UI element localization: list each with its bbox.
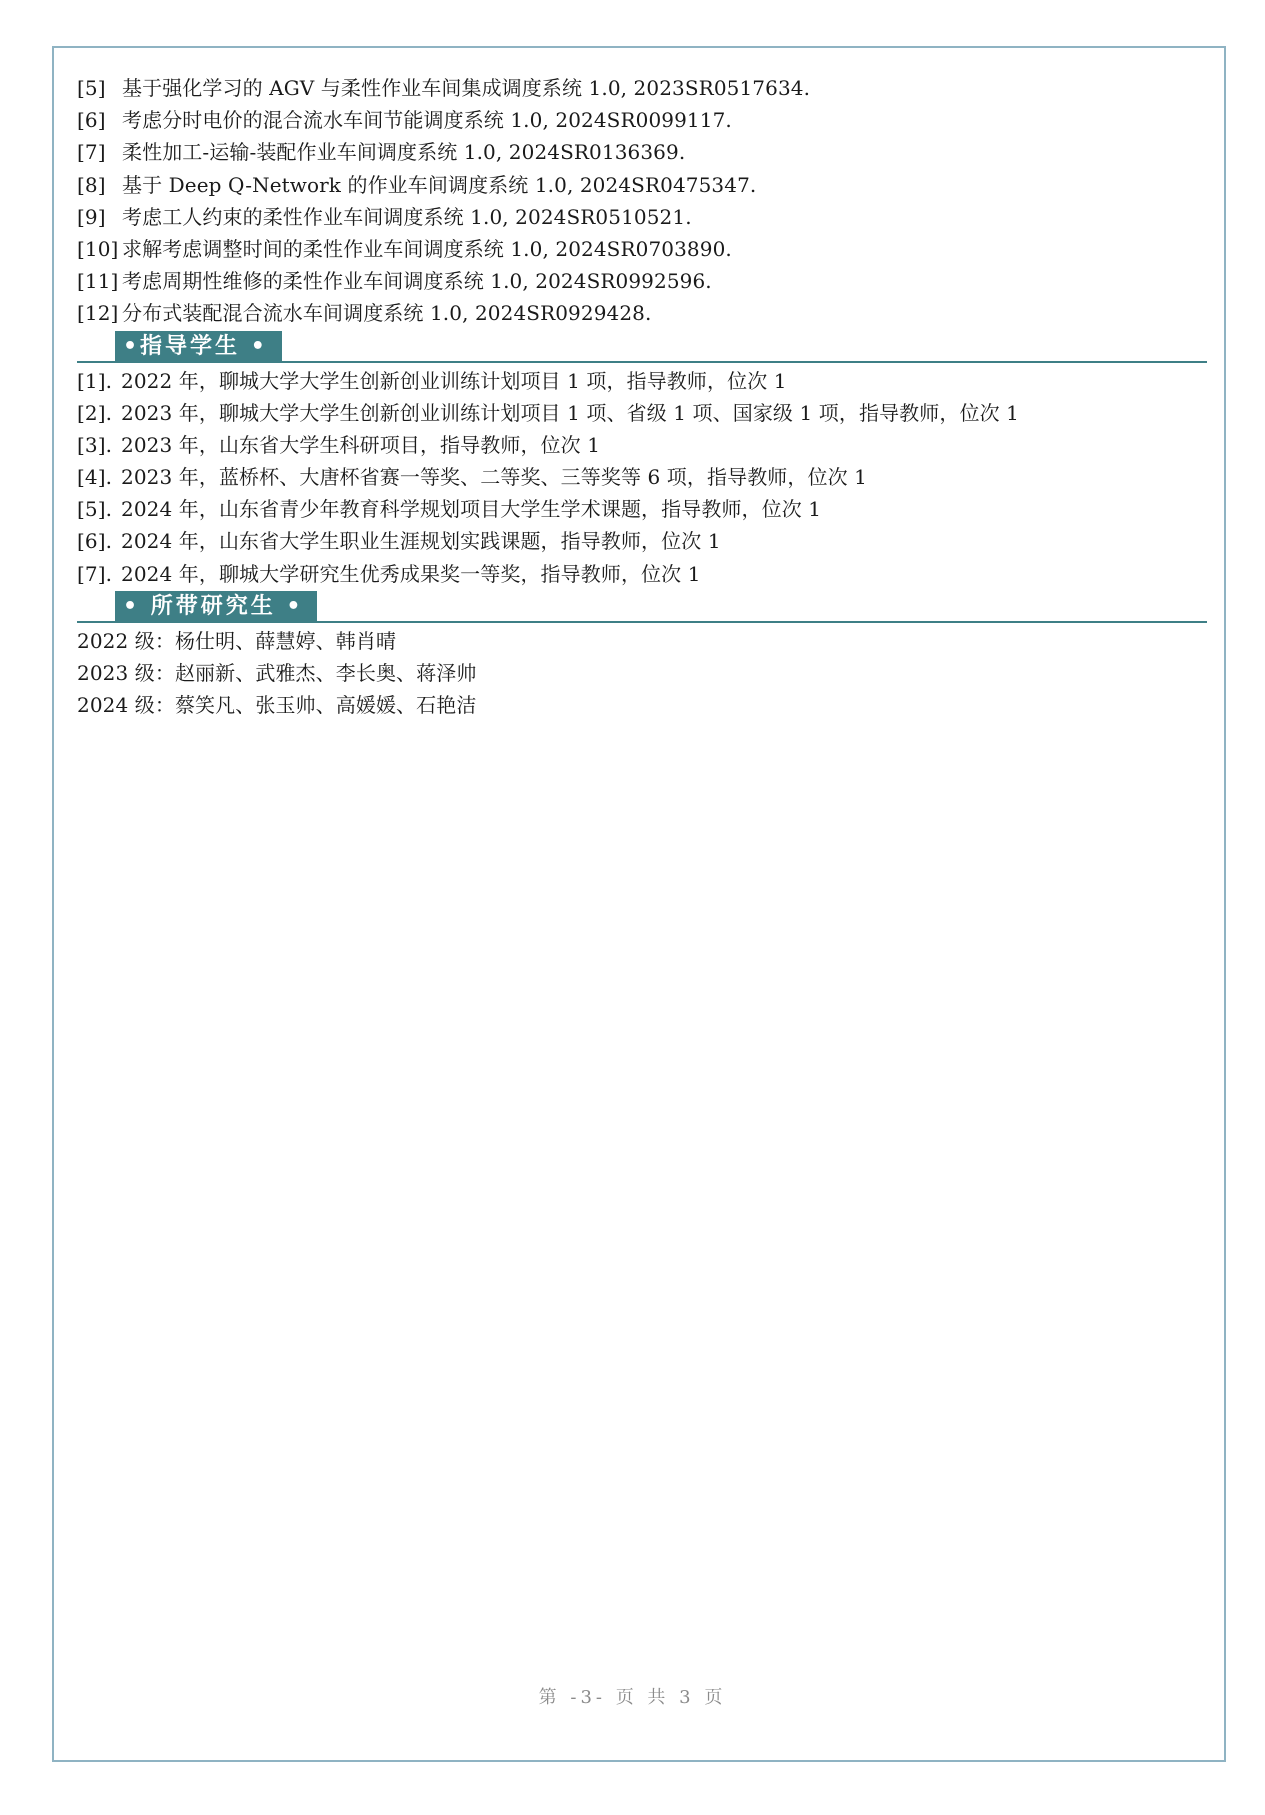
- item-number: [12]: [77, 301, 119, 326]
- section-header-guidance: [77, 331, 1207, 363]
- list-item: [77, 525, 1207, 557]
- list-item: [77, 265, 1207, 297]
- section-tab: [77, 591, 317, 623]
- list-item: [77, 493, 1207, 525]
- list-item: 2023 级：赵丽新、武雅杰、李长奥、蒋泽帅: [77, 661, 477, 685]
- item-number: [8]: [77, 172, 106, 197]
- item-text: 求解考虑调整时间的柔性作业车间调度系统 1.0, 2024SR0703890.: [122, 236, 732, 261]
- item-text: 考虑周期性维修的柔性作业车间调度系统 1.0, 2024SR0992596.: [122, 269, 712, 294]
- section-title: • 所带研究生 •: [123, 593, 304, 619]
- item-text: 基于 Deep Q-Network 的作业车间调度系统 1.0, 2024SR0475347.: [122, 172, 757, 197]
- item-number: [3].: [77, 432, 113, 457]
- item-number: [5]: [77, 76, 106, 100]
- list-item: [77, 461, 1207, 493]
- item-text: 2024 年，山东省青少年教育科学规划项目大学生学术课题，指导教师，位次 1: [121, 497, 822, 522]
- item-text: 分布式装配混合流水车间调度系统 1.0, 2024SR0929428.: [122, 301, 652, 326]
- list-item: [77, 429, 1207, 461]
- list-item: [77, 233, 1207, 265]
- list-item: [77, 365, 1207, 397]
- item-text: 2024 年，山东省大学生职业生涯规划实践课题，指导教师，位次 1: [121, 529, 721, 554]
- list-item: [77, 558, 1207, 590]
- list-item: [77, 397, 1207, 429]
- page-footer: 第 -3- 页 共 3 页: [538, 1687, 727, 1708]
- page-content: [77, 72, 1207, 721]
- list-item: 2024 级：蔡笑凡、张玉帅、高媛媛、石艳洁: [77, 693, 477, 718]
- item-number: [7]: [77, 140, 106, 165]
- item-number: [1].: [77, 368, 113, 393]
- tab-notch: [77, 331, 115, 363]
- list-item: [77, 169, 1207, 201]
- item-number: [6].: [77, 529, 113, 554]
- item-number: [5].: [77, 497, 113, 522]
- section-title: •指导学生 •: [123, 333, 268, 359]
- item-number: [2].: [77, 400, 113, 425]
- item-number: [11]: [77, 269, 119, 294]
- software-copyright-list: [77, 72, 1207, 330]
- item-text: 2023 年，蓝桥杯、大唐杯省赛一等奖、二等奖、三等奖等 6 项，指导教师，位次 1: [121, 465, 867, 490]
- section-tab: [77, 331, 282, 363]
- list-item: [77, 136, 1207, 168]
- item-text: 柔性加工-运输-装配作业车间调度系统 1.0, 2024SR0136369.: [122, 140, 686, 165]
- item-number: [10]: [77, 236, 119, 261]
- item-text: 2023 年，聊城大学大学生创新创业训练计划项目 1 项、省级 1 项、国家级 1 项，指导教师，位次 1: [121, 400, 1019, 425]
- item-number: [4].: [77, 465, 113, 490]
- item-text: 2022 年，聊城大学大学生创新创业训练计划项目 1 项，指导教师，位次 1: [121, 368, 787, 393]
- item-text: 2023 年，山东省大学生科研项目，指导教师，位次 1: [121, 432, 601, 457]
- section-header-graduates: [77, 591, 1207, 623]
- item-number: [7].: [77, 561, 113, 586]
- list-item: [77, 297, 1207, 329]
- list-item: 2022 级：杨仕明、薛慧婷、韩肖晴: [77, 628, 397, 653]
- list-item: [77, 72, 1207, 104]
- guidance-list: [77, 365, 1207, 590]
- tab-notch: [77, 591, 115, 623]
- item-number: [9]: [77, 204, 106, 229]
- graduate-list: [77, 625, 1207, 722]
- item-text: 基于强化学习的 AGV 与柔性作业车间集成调度系统 1.0, 2023SR0517634.: [122, 76, 811, 100]
- list-item: [77, 104, 1207, 136]
- list-item: [77, 201, 1207, 233]
- item-number: [6]: [77, 108, 106, 133]
- item-text: 考虑分时电价的混合流水车间节能调度系统 1.0, 2024SR0099117.: [122, 108, 732, 133]
- item-text: 2024 年，聊城大学研究生优秀成果奖一等奖，指导教师，位次 1: [121, 561, 701, 586]
- item-text: 考虑工人约束的柔性作业车间调度系统 1.0, 2024SR0510521.: [122, 204, 692, 229]
